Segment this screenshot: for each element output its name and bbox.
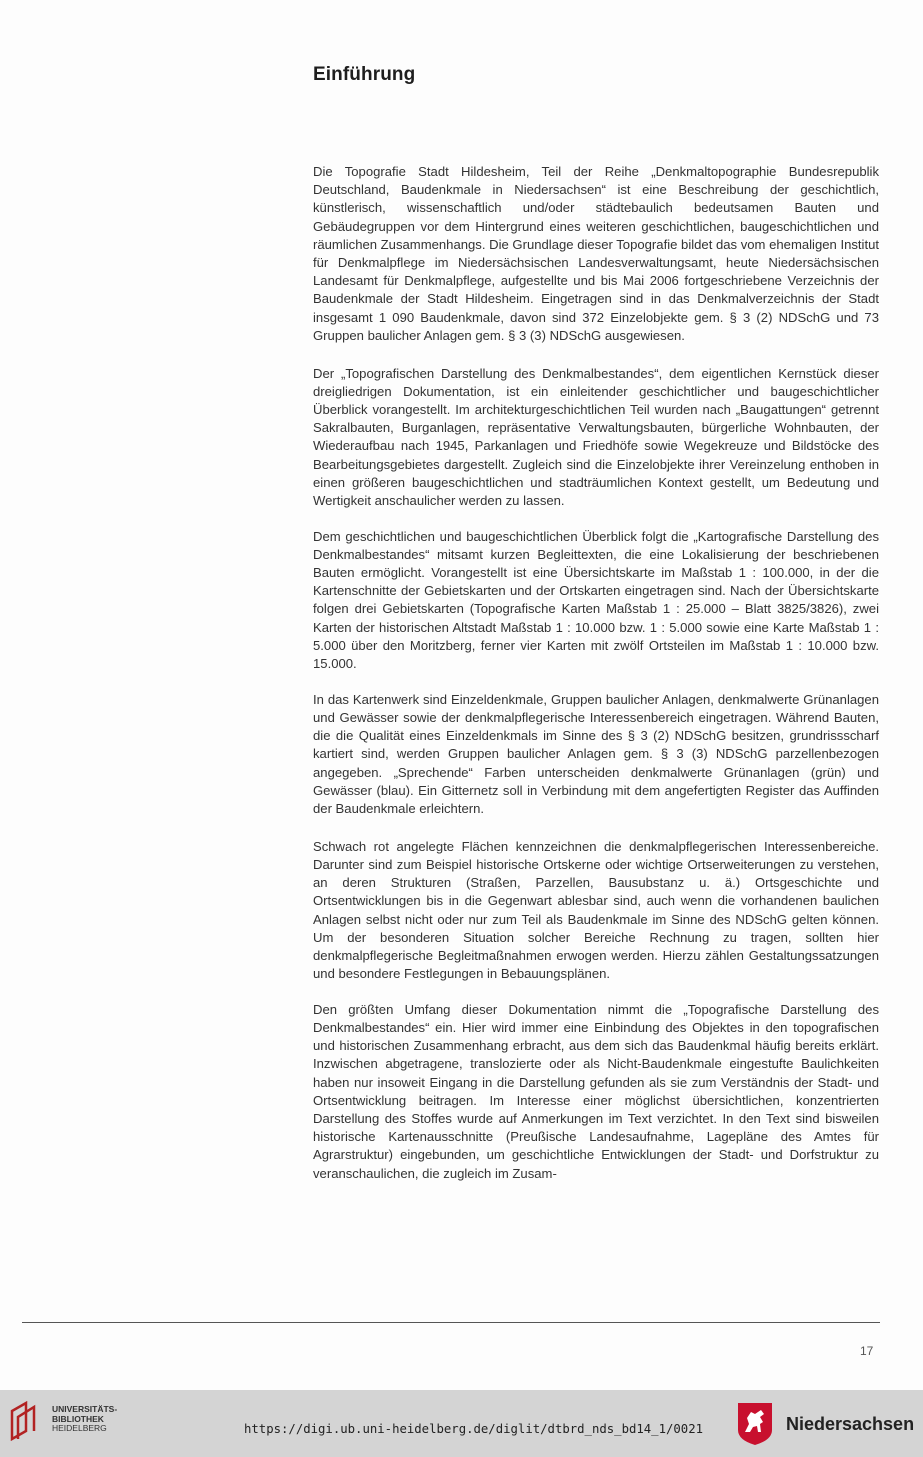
body-text — [313, 163, 879, 1200]
library-line-3: HEIDELBERG — [52, 1423, 107, 1433]
niedersachsen-wordmark: Niedersachsen — [786, 1414, 915, 1434]
ub-heidelberg-logo-icon[interactable] — [8, 1401, 44, 1441]
page-number: 17 — [860, 1344, 874, 1358]
library-line-2: BIBLIOTHEK — [52, 1413, 104, 1424]
library-line-1: UNIVERSITÄTS- — [52, 1404, 118, 1414]
paragraph: Die Topografie Stadt Hildesheim, Teil der Reihe „Denkmaltopographie Bundesrepublik Deutschland, Baudenkmale in Niedersachsen“ ist eine Beschreibung der geschichtlich, künstlerisch, wissenschaftlich und/oder städtebaulich bedeutsamen Bauten und Gebäudegruppen vor dem Hintergrund eines weiteren geschichtlichen, baugeschichtlichen und räumlichen Zusammenhangs. Die Grundlage dieser Topografie bildet das vom ehemaligen Institut für Denkmalpflege im Niedersächsischen Landesverwaltungsamt, heute Niedersächsischen Landesamt für Denkmalpflege, aufgestellte und bis Mai 2006 fortgeschriebene Verzeichnis der Baudenkmale der Stadt Hildesheim. Eingetragen sind in das Denkmalverzeichnis der Stadt insgesamt 1 090 Baudenkmale, davon sind 372 Einzelobjekte gem. § 3 (2) NDSchG und 73 Gruppen baulicher Anlagen gem. § 3 (3) NDSchG ausgewiesen. — [313, 164, 880, 343]
page-heading: Einführung — [313, 64, 416, 85]
paragraph: Dem geschichtlichen und baugeschichtlichen Überblick folgt die „Kartografische Darstellung des Denkmalbestandes“ mitsamt kurzen Begleittexten, die eine Lokalisierung der beschriebenen Bauten ermöglicht. Vorangestellt ist eine Übersichtskarte im Maßstab 1 : 100.000, in der die Kartenschnitte der Gebietskarten und der Ortskarten eingetragen sind. Nach der Übersichtskarte folgen drei Gebietskarten (Topografische Karten Maßstab 1 : 25.000 – Blatt 3825/3826), zwei Karten der historischen Altstadt Maßstab 1 : 10.000 bzw. 1 : 5.000 sowie eine Karte Maßstab 1 : 5.000 über den Moritzberg, ferner vier Karten mit zwölf Ortsteilen im Maßstab 1 : 10.000 bzw. 15.000. — [313, 528, 879, 672]
footer-rule — [22, 1322, 880, 1323]
niedersachsen-horse-icon[interactable] — [737, 1402, 773, 1446]
document-url-link[interactable]: https://digi.ub.uni-heidelberg.de/diglit/dtbrd_nds_bd14_1/0021 — [244, 1422, 704, 1436]
paragraph: Schwach rot angelegte Flächen kennzeichnen die denkmalpflegerischen Interessenbereiche. Darunter sind zum Beispiel historische Ortskerne oder wichtige Ortserweiterungen zu verstehen, an deren Strukturen (Straßen, Parzellen, Bausubstanz u. ä.) Ortsgeschichte und Ortsentwicklungen bis in die Gegenwart ablesbar sind, auch wenn die vorhandenen baulichen Anlagen selbst nicht oder nur zum Teil als Baudenkmale im Sinne des NDSchG gelten können. Um der besonderen Situation solcher Bereiche Rechnung zu tragen, sollten hier denkmalpflegerische Begleitmaßnahmen erwogen werden. Hierzu zählen Gestaltungssatzungen und besondere Festlegungen in Bebauungsplänen. — [313, 838, 879, 982]
paragraph: Den größten Umfang dieser Dokumentation nimmt die „Topografische Darstellung des Denkmalbestandes“ ein. Hier wird immer eine Einbindung des Objektes in den topografischen und historischen Zusammenhang erbracht, aus dem sich das Baudenkmal häufig bereits erklärt. Inzwischen abgetragene, translozierte oder als Nicht-Baudenkmale eingestufte Baulichkeiten haben nur insoweit Eingang in die Darstellung gefunden als sie zum Verständnis der Stadt- und Ortsentwicklung beitragen. Im Interesse einer möglichst übersichtlichen, konzentrierten Darstellung des Stoffes wurde auf Anmerkungen im Text verzichtet. In den Text sind bisweilen historische Kartenausschnitte (Preußische Landesaufnahme, Lagepläne des Amtes für Agrarstruktur) eingebunden, um geschichtliche Entwicklungen der Stadt- und Dorfstruktur zu veranschaulichen, die zugleich im Zusam- — [313, 1001, 879, 1181]
paragraph: Der „Topografischen Darstellung des Denkmalbestandes“, dem eigentlichen Kernstück dieser dreigliedrigen Dokumentation, ist ein einleitender geschichtlicher und baugeschichtlicher Überblick vorangestellt. Im architekturgeschichtlichen Teil wurden nach „Baugattungen“ getrennt Sakralbauten, Burganlagen, repräsentative Verwaltungsbauten, bürgerliche Wohnbauten, der Wiederaufbau nach 1945, Parkanlagen und Friedhöfe sowie Wegekreuze und Bildstöcke des Bearbeitungsgebietes dargestellt. Zugleich sind die Einzelobjekte ihrer Vereinzelung enthoben in einen größeren baugeschichtlichen und stadträumlichen Kontext gestellt, um Bedeutung und Wertigkeit anschaulicher werden zu lassen. — [313, 365, 879, 508]
viewer-footer — [0, 1390, 923, 1457]
paragraph: In das Kartenwerk sind Einzeldenkmale, Gruppen baulicher Anlagen, denkmalwerte Grünanlagen und Gewässer sowie der denkmalpflegerische Interessenbereich eingetragen. Während Bauten, die die Qualität eines Einzeldenkmals im Sinne des § 3 (2) NDSchG besitzen, grundrissscharf kartiert sind, werden Gruppen baulicher Anlagen gem. § 3 (3) NDSchG parzellenbezogen angegeben. „Sprechende“ Farben unterscheiden denkmalwerte Grünanlagen (grün) und Gewässer (blau). Ein Gitternetz soll in Verbindung mit dem angefertigten Register das Auffinden der Baudenkmale erleichtern. — [313, 691, 879, 816]
ub-heidelberg-wordmark — [52, 1405, 117, 1434]
